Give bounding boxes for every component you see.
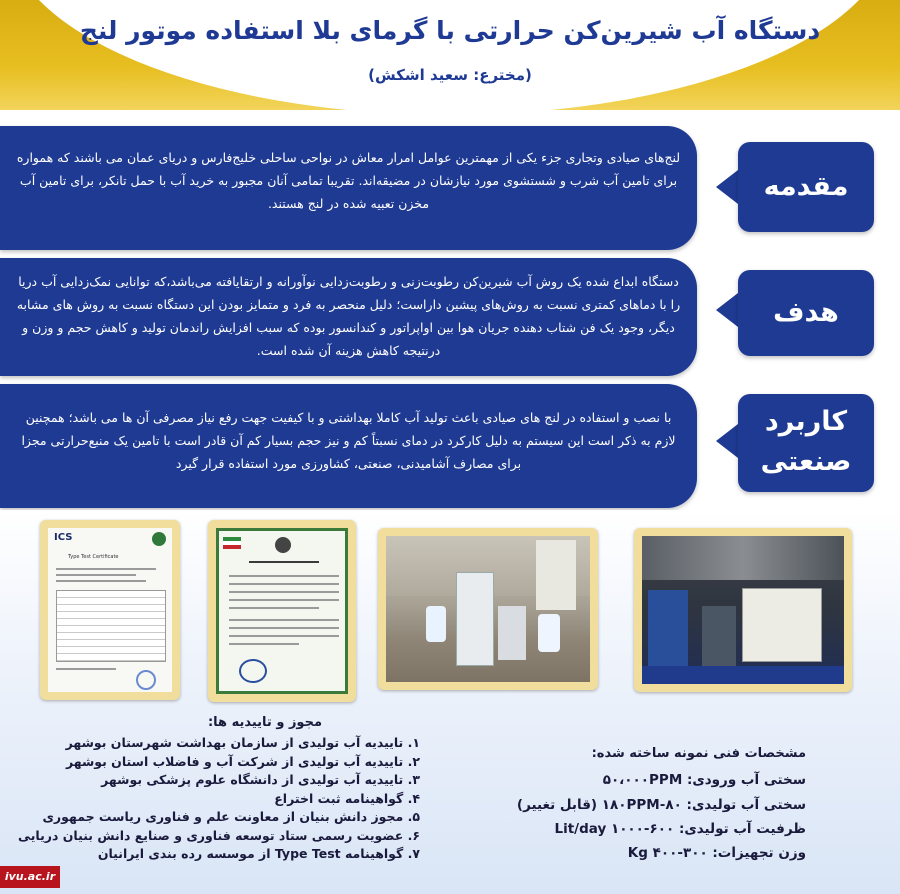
spec-item: سختی آب ورودی: ۵۰،۰۰۰PPM <box>602 772 806 788</box>
seal-icon <box>152 532 166 546</box>
device-lab-photo <box>378 528 598 690</box>
application-panel <box>0 384 697 508</box>
goal-label <box>738 270 874 356</box>
spec-item: وزن تجهیزات: ۳۰۰-۴۰۰ Kg <box>627 845 806 861</box>
list-item: ۷. گواهینامه Type Test از موسسه رده بندی ایرانیان <box>97 846 420 861</box>
goal-panel <box>0 258 697 376</box>
ics-stamp-icon <box>136 670 156 690</box>
page-title: دستگاه آب شیرین‌کن حرارتی با گرمای بلا استفاده موتور لنج <box>79 16 821 45</box>
application-text: با نصب و استفاده در لنج های صیادی باعث تولید آب کاملا بهداشتی و با کیفیت جهت رفع نیاز مصرفی آن ها می باشد؛ همچنین لازم به ذکر است این سیستم به دلیل کارکرد در دمای نسبتاً کم و نیز حجم بسیار کم آن قادر است با تامین یک منبع‌حرارتی مجزا برای مصارف آشامیدنی، صنعتی، کشاورزی مورد استفاده قرار گیرد <box>21 410 676 471</box>
application-label <box>738 394 874 492</box>
specs-title: مشخصات فنی نمونه ساخته شده: <box>591 746 806 761</box>
ics-heading: Type Test Certificate <box>68 554 119 560</box>
signature-stamp-icon <box>239 659 267 683</box>
goal-text: دستگاه ابداع شده یک روش آب شیرین‌کن رطوبت‌زنی و رطوبت‌زدایی نوآورانه و ارتقایافته می‌باشد،که توانایی نمک‌زدایی آب دریا را با دماهای کمتری نسبت به روش‌های پیشین داراست؛ دلیل منحصر به فرد و متمایز بودن این دستگاه نسبت به روش های مشابه دیگر، وجود یک فن شتاب دهنده جریان هوا بین اواپراتور و کندانسور بوده که سبب افزایش راندمان تولید و کاهش حجم و وزن و درنتیجه کاهش هزینه آن شده است. <box>16 274 681 358</box>
site-badge: ivu.ac.ir <box>0 866 60 888</box>
list-item: ۵. مجوز دانش بنیان از معاونت علم و فناوری ریاست جمهوری <box>42 809 420 824</box>
spec-item: ظرفیت آب تولیدی: ۶۰۰-۱۰۰۰ Lit/day <box>554 821 806 837</box>
patent-certificate-image <box>208 520 356 702</box>
application-label-line2: صنعتی <box>760 446 852 477</box>
intro-label-text: مقدمه <box>763 171 849 202</box>
application-pointer <box>716 424 738 458</box>
intro-pointer <box>716 170 738 204</box>
intro-panel <box>0 126 697 250</box>
list-item: ۲. تاییدیه آب تولیدی از شرکت آب و فاضلاب استان بوشهر <box>65 753 420 769</box>
flag-icon <box>223 537 241 549</box>
intro-text: لنج‌های صیادی وتجاری جزء یکی از مهمترین عوامل امرار معاش در نواحی ساحلی خلیج‌فارس و دریای عمان می باشند که همواره برای تامین آب شرب و شستشوی مورد نیازشان در مضیقه‌اند. تقریبا تمامی آنان مجبور به خرید آب با حمل تانکر، برای تامین آب مخزن تعبیه شده در لنج هستند. <box>16 150 681 211</box>
list-item: ۱. تاییدیه آب تولیدی از سازمان بهداشت شهرستان بوشهر <box>65 735 420 750</box>
approvals-list <box>0 734 420 864</box>
device-boat-photo <box>634 528 852 692</box>
spec-item: سختی آب تولیدی: ۸۰-۱۸۰PPM (قابل تغییر) <box>516 797 806 813</box>
approvals-title: مجوز و تاییدیه ها: <box>207 715 322 730</box>
inventor-line: (مخترع: سعید اشکش) <box>368 66 532 84</box>
emblem-icon <box>275 537 291 553</box>
list-item: ۴. گواهینامه ثبت اختراع <box>274 790 420 806</box>
application-label-line1: کاربرد <box>764 406 848 437</box>
list-item: ۶. عضویت رسمی ستاد توسعه فناوری و صنایع دانش بنیان دریایی <box>18 827 420 843</box>
ics-certificate-image <box>40 520 180 700</box>
goal-label-text: هدف <box>773 297 839 328</box>
goal-pointer <box>716 293 738 327</box>
intro-label <box>738 142 874 232</box>
ics-logo: ICS <box>54 532 73 543</box>
list-item: ۳. تاییدیه آب تولیدی از دانشگاه علوم پزشکی بوشهر <box>101 772 420 787</box>
